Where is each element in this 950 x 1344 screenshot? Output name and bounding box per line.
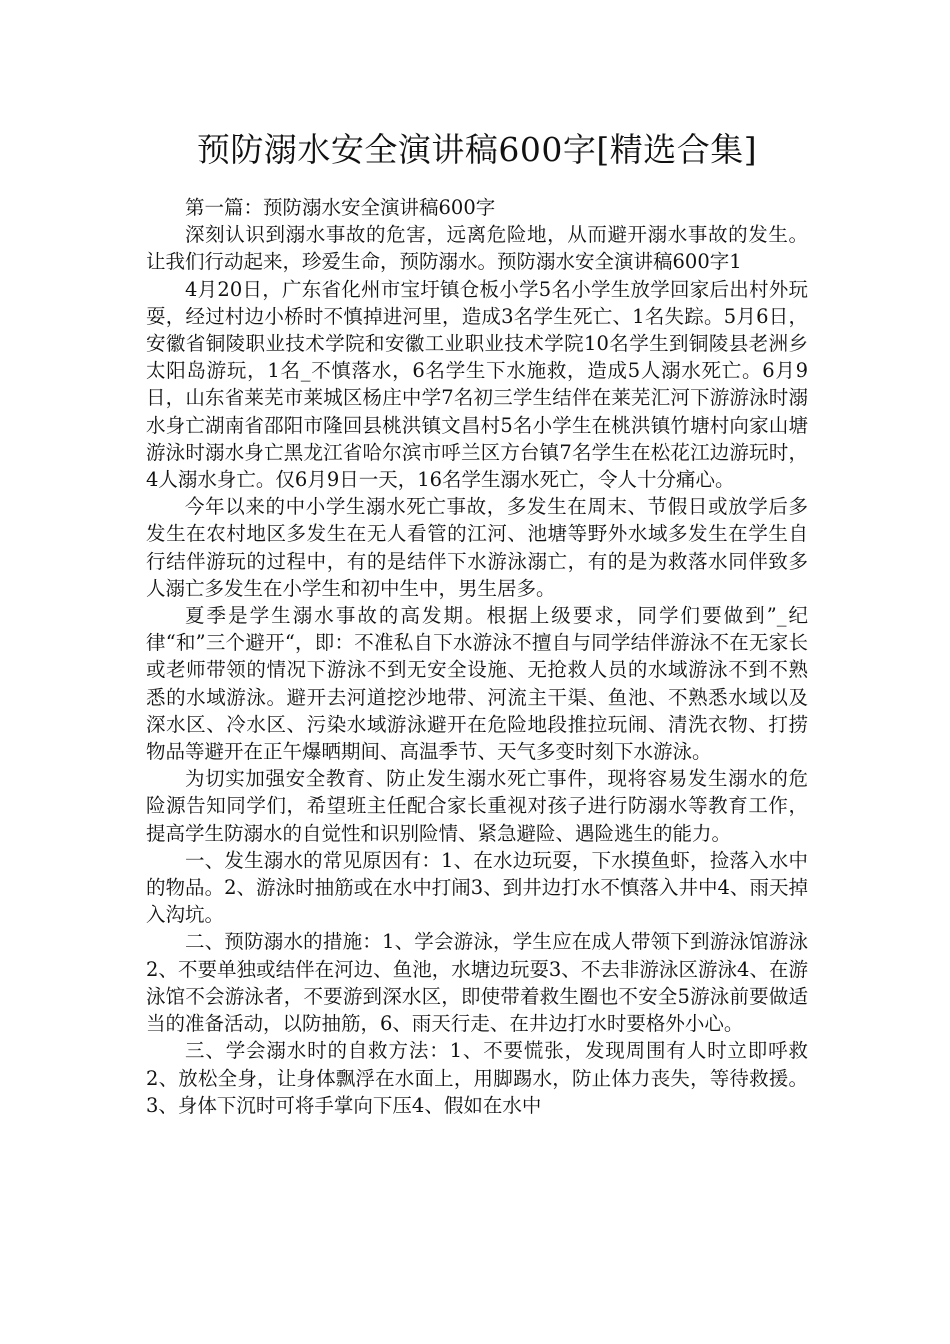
list-section-prevention: 二、预防溺水的措施：1、学会游泳，学生应在成人带领下到游泳馆游泳2、不要单独或结伴在河边、鱼池，水塘边玩耍3、不去非游泳区游泳4、在游泳馆不会游泳者，不要游到深水区，即使带着救生圈也不安全5游泳前要做适当的准备活动，以防抽筋，6、雨天行走、在井边打水时要格外小心。 [146, 930, 808, 1036]
document-body [146, 194, 808, 1119]
body-paragraph: 为切实加强安全教育、防止发生溺水死亡事件，现将容易发生溺水的危险源告知同学们，希望班主任配合家长重视对孩子进行防溺水等教育工作，提高学生防溺水的自觉性和识别险情、紧急避险、遇险逃生的能力。 [146, 767, 808, 845]
list-section-causes: 一、发生溺水的常见原因有：1、在水边玩耍，下水摸鱼虾，捡落入水中的物品。2、游泳时抽筋或在水中打闹3、到井边打水不慎落入井中4、雨天掉入沟坑。 [146, 848, 808, 927]
body-paragraph: 夏季是学生溺水事故的高发期。根据上级要求，同学们要做到”_纪律“和”三个避开“，即：不准私自下水游泳不擅自与同学结伴游泳不在无家长或老师带领的情况下游泳不到无安全设施、无抢救人员的水域游泳不到不熟悉的水域游泳。避开去河道挖沙地带、河流主干渠、鱼池、不熟悉水域以及深水区、冷水区、污染水域游泳避开在危险地段推拉玩闹、清洗衣物、打捞物品等避开在正午爆晒期间、高温季节、天气多变时刻下水游泳。 [146, 604, 808, 764]
document-title: 预防溺水安全演讲稿600字[精选合集] [196, 130, 758, 169]
body-paragraph: 深刻认识到溺水事故的危害，远离危险地，从而避开溺水事故的发生。让我们行动起来，珍爱生命，预防溺水。预防溺水安全演讲稿600字1 [146, 223, 808, 274]
body-paragraph: 今年以来的中小学生溺水死亡事故，多发生在周末、节假日或放学后多发生在农村地区多发生在无人看管的江河、池塘等野外水域多发生在学生自行结伴游玩的过程中，有的是结伴下水游泳溺亡，有的是为救落水同伴致多人溺亡多发生在小学生和初中生中，男生居多。 [146, 495, 808, 600]
chapter-heading: 第一篇：预防溺水安全演讲稿600字 [185, 196, 496, 219]
body-paragraph: 4月20日，广东省化州市宝圩镇仓板小学5名小学生放学回家后出村外玩耍，经过村边小桥时不慎掉进河里，造成3名学生死亡、1名失踪。5月6日，安徽省铜陵职业技术学院和安徽工业职业技术学院10名学生到铜陵县老洲乡太阳岛游玩，1名_不慎落水，6名学生下水施救，造成5人溺水死亡。6月9日，山东省莱芜市莱城区杨庄中学7名初三学生结伴在莱芜汇河下游游泳时溺水身亡湖南省邵阳市隆回县桃洪镇文昌村5名小学生在桃洪镇竹塘村向家山塘游泳时溺水身亡黑龙江省哈尔滨市呼兰区方台镇7名学生在松花江边游玩时，4人溺水身亡。仅6月9日一天，16名学生溺水死亡，令人十分痛心。 [146, 277, 808, 492]
list-section-self-rescue: 三、学会溺水时的自救方法：1、不要慌张，发现周围有人时立即呼救2、放松全身，让身体飘浮在水面上，用脚踢水，防止体力丧失，等待救援。3、身体下沉时可将手掌向下压4、假如在水中 [146, 1039, 808, 1117]
